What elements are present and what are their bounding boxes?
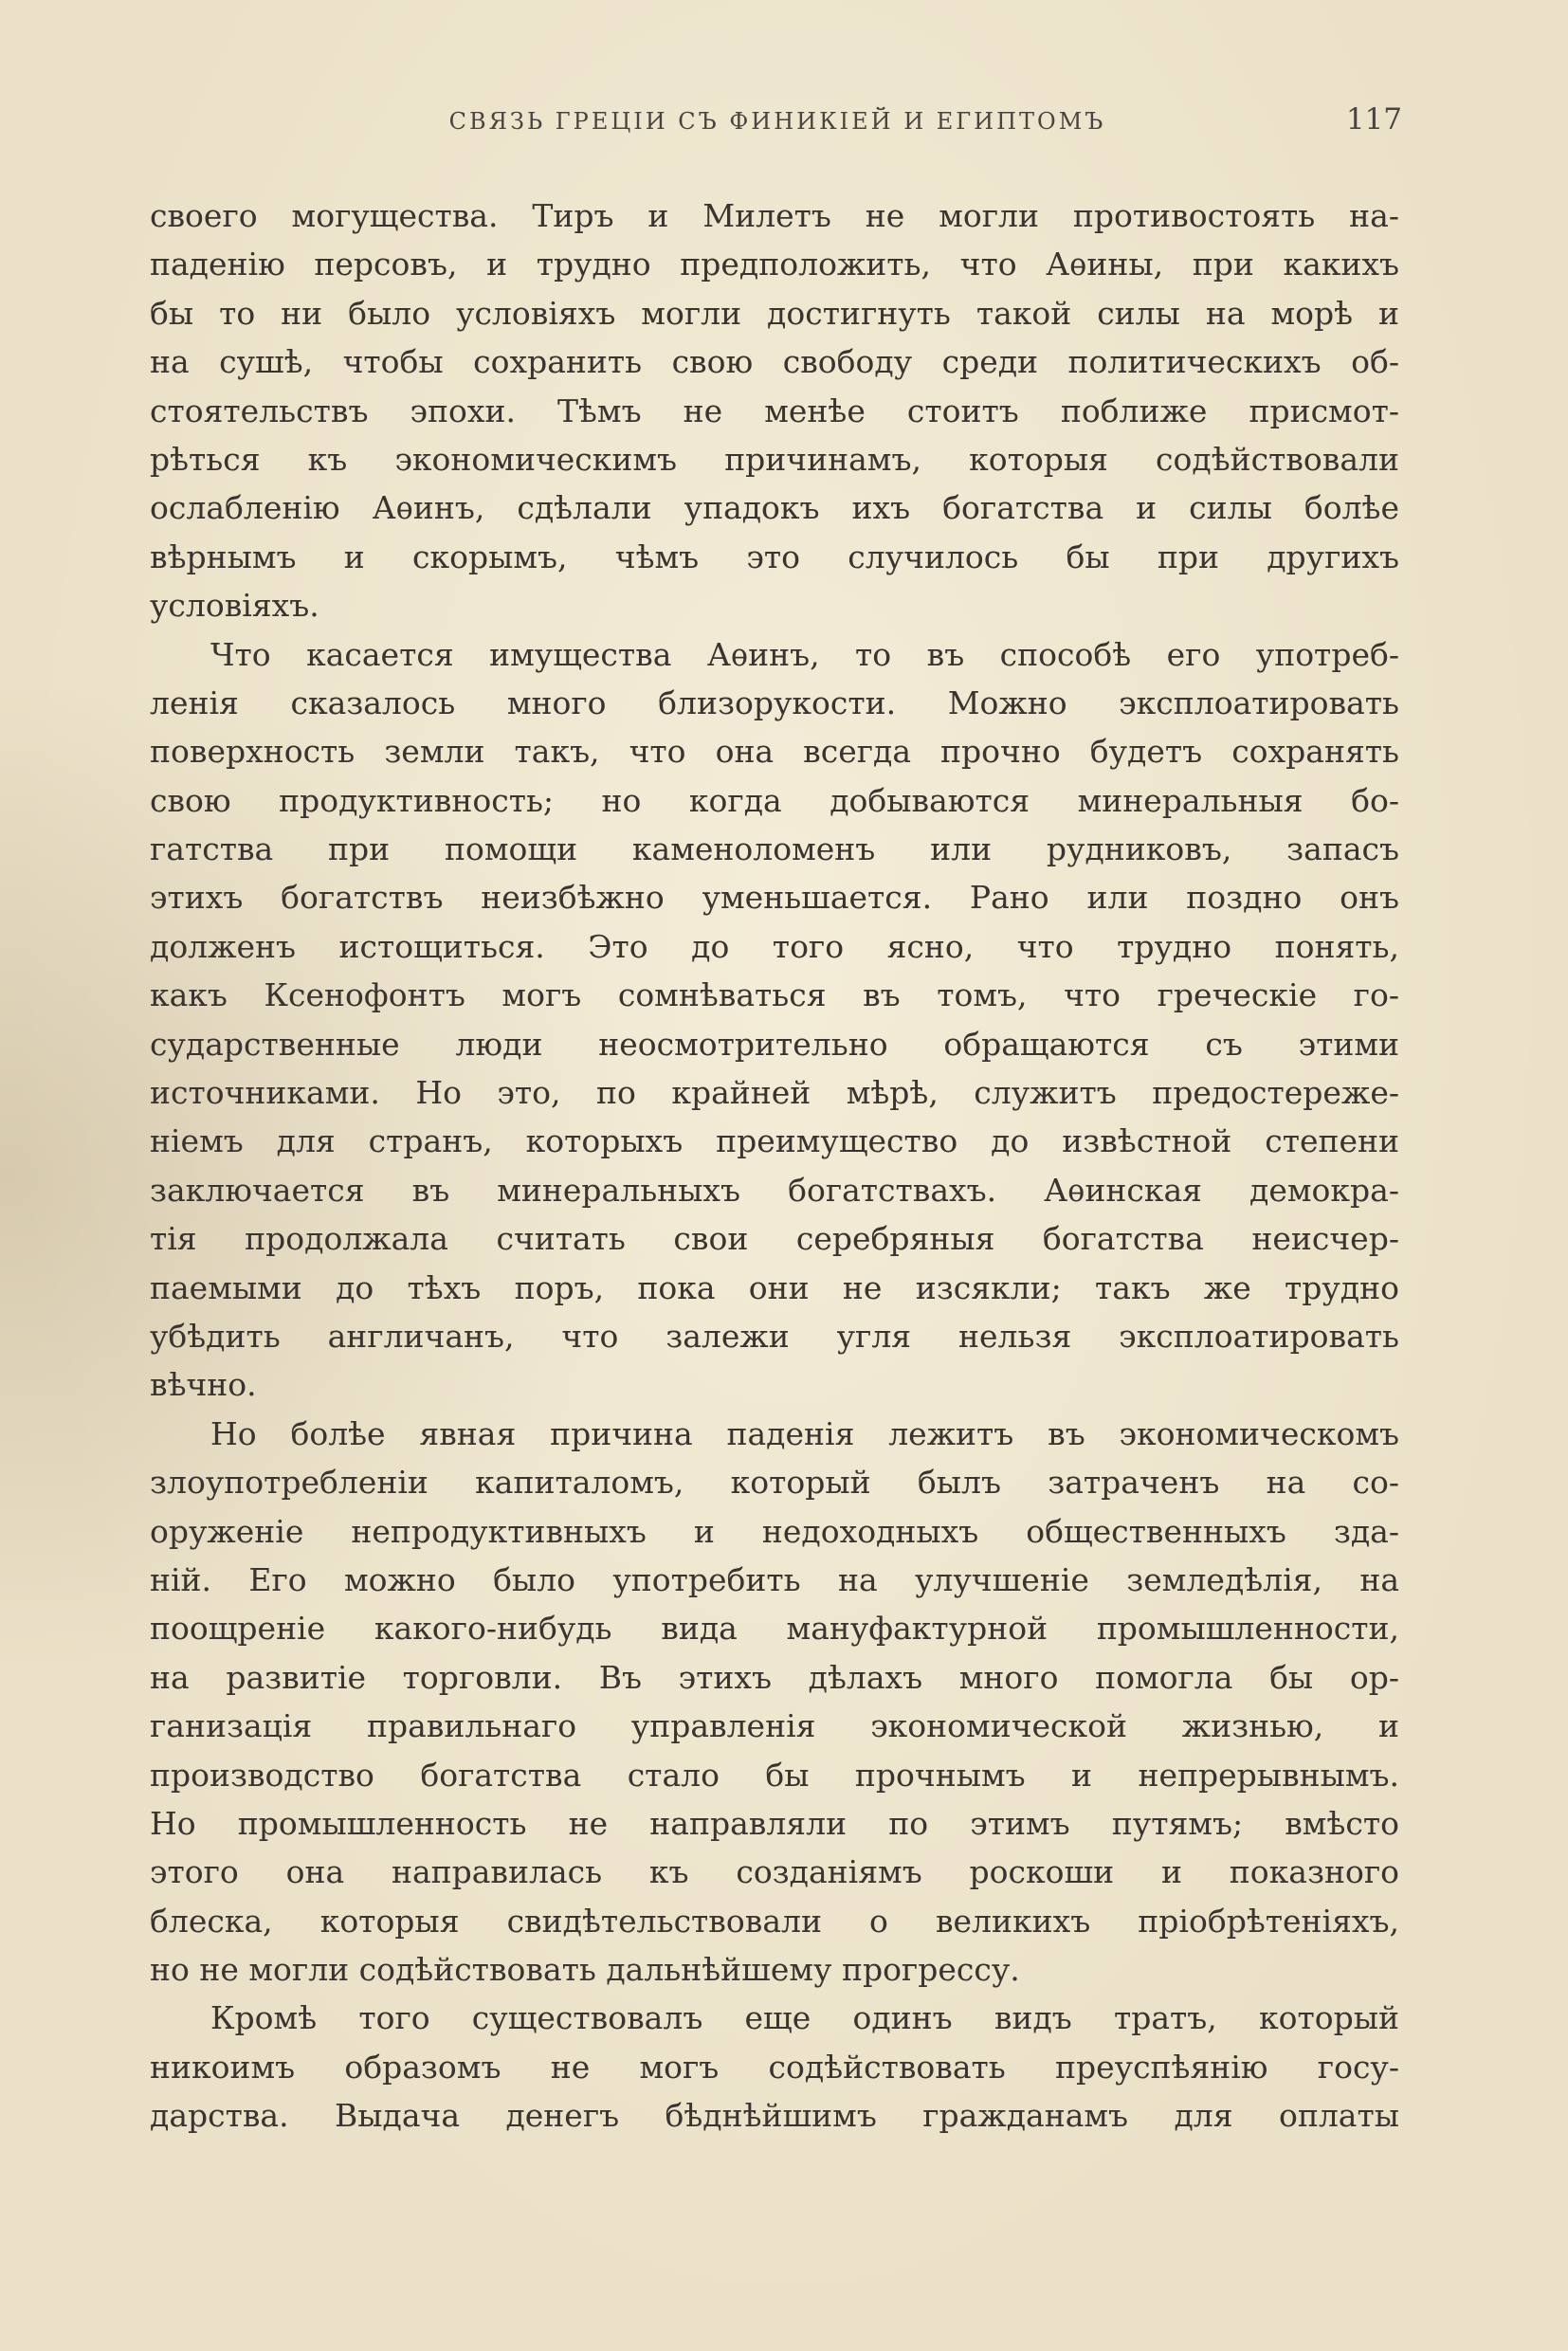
running-head	[147, 102, 1408, 146]
text-line: этого она направилась къ созданіямъ роскоши и показного	[150, 1853, 1399, 1891]
text-line: паемыми до тѣхъ поръ, пока они не изсякли; такъ же трудно	[150, 1268, 1399, 1306]
text-line: тія продолжала считать свои серебряныя богатства неисчер-	[150, 1220, 1399, 1258]
page-number: 117	[1345, 102, 1402, 137]
text-line: ній. Его можно было употребить на улучшеніе земледѣлія, на	[150, 1560, 1399, 1598]
text-line: ослабленію Аѳинъ, сдѣлали упадокъ ихъ богатства и силы болѣе	[150, 489, 1399, 527]
text-line: какъ Ксенофонтъ могъ сомнѣваться въ томъ, что греческіе го-	[150, 976, 1399, 1014]
text-line: источниками. Но это, по крайней мѣрѣ, служитъ предостереже-	[150, 1074, 1399, 1112]
text-line: никоимъ образомъ не могъ содѣйствовать преуспѣянію госу-	[150, 2048, 1399, 2086]
paragraph-first-line: Кромѣ того существовалъ еще одинъ видъ тратъ, который	[210, 1999, 1399, 2037]
text-line: но не могли содѣйствовать дальнѣйшему прогрессу.	[150, 1951, 1020, 1989]
text-line: Но промышленность не направляли по этимъ путямъ; вмѣсто	[150, 1804, 1399, 1842]
text-line: блеска, которыя свидѣтельствовали о великихъ пріобрѣтеніяхъ,	[150, 1902, 1399, 1940]
text-line: своего могущества. Тиръ и Милетъ не могли противостоять на-	[150, 197, 1399, 234]
text-line: гатства при помощи каменоломенъ или рудниковъ, запасъ	[150, 830, 1399, 868]
text-line: на сушѣ, чтобы сохранить свою свободу среди политическихъ об-	[150, 343, 1399, 381]
text-line: вѣрнымъ и скорымъ, чѣмъ это случилось бы при другихъ	[150, 538, 1399, 575]
text-line: ганизація правильнаго управленія экономической жизнью, и	[150, 1707, 1399, 1745]
text-line: злоупотребленіи капиталомъ, который былъ затраченъ на со-	[150, 1464, 1399, 1502]
text-line: свою продуктивность; но когда добываются минеральныя бо-	[150, 781, 1399, 819]
text-line: убѣдить англичанъ, что залежи угля нельзя эксплоатировать	[150, 1317, 1399, 1355]
text-line: ніемъ для странъ, которыхъ преимущество до извѣстной степени	[150, 1122, 1399, 1160]
text-line: условіяхъ.	[150, 587, 319, 625]
paragraph-first-line: Что касается имущества Аѳинъ, то въ способѣ его употреб-	[210, 635, 1399, 673]
text-line: бы то ни было условіяхъ могли достигнуть такой силы на морѣ и	[150, 294, 1399, 332]
text-line: поверхность земли такъ, что она всегда прочно будетъ сохранять	[150, 733, 1399, 771]
running-title: СВЯЗЬ ГРЕЦІИ СЪ ФИНИКІЕЙ И ЕГИПТОМЪ	[448, 108, 1106, 135]
text-line: заключается въ минеральныхъ богатствахъ. Аѳинская демокра-	[150, 1171, 1399, 1209]
text-line: дарства. Выдача денегъ бѣднѣйшимъ гражданамъ для оплаты	[150, 2097, 1399, 2135]
text-line: сударственные люди неосмотрительно обращаются съ этими	[150, 1025, 1399, 1063]
text-line: на развитіе торговли. Въ этихъ дѣлахъ много помогла бы ор-	[150, 1658, 1399, 1696]
text-line: этихъ богатствъ неизбѣжно уменьшается. Рано или поздно онъ	[150, 879, 1399, 917]
text-line: ленія сказалось много близорукости. Можно эксплоатировать	[150, 683, 1399, 721]
text-line: долженъ истощиться. Это до того ясно, что трудно понять,	[150, 927, 1399, 965]
text-line: рѣться къ экономическимъ причинамъ, которыя содѣйствовали	[150, 440, 1399, 478]
text-line: производство богатства стало бы прочнымъ и непрерывнымъ.	[150, 1756, 1399, 1794]
paragraph-first-line: Но болѣе явная причина паденія лежитъ въ экономическомъ	[210, 1414, 1399, 1452]
text-line: вѣчно.	[150, 1366, 257, 1404]
body-text	[150, 191, 1399, 2141]
text-line: поощреніе какого-нибудь вида мануфактурной промышленности,	[150, 1610, 1399, 1648]
text-line: стоятельствъ эпохи. Тѣмъ не менѣе стоитъ поближе присмот-	[150, 392, 1399, 429]
text-line: паденію персовъ, и трудно предположить, что Аѳины, при какихъ	[150, 246, 1399, 283]
text-line: оруженіе непродуктивныхъ и недоходныхъ общественныхъ зда-	[150, 1512, 1399, 1550]
